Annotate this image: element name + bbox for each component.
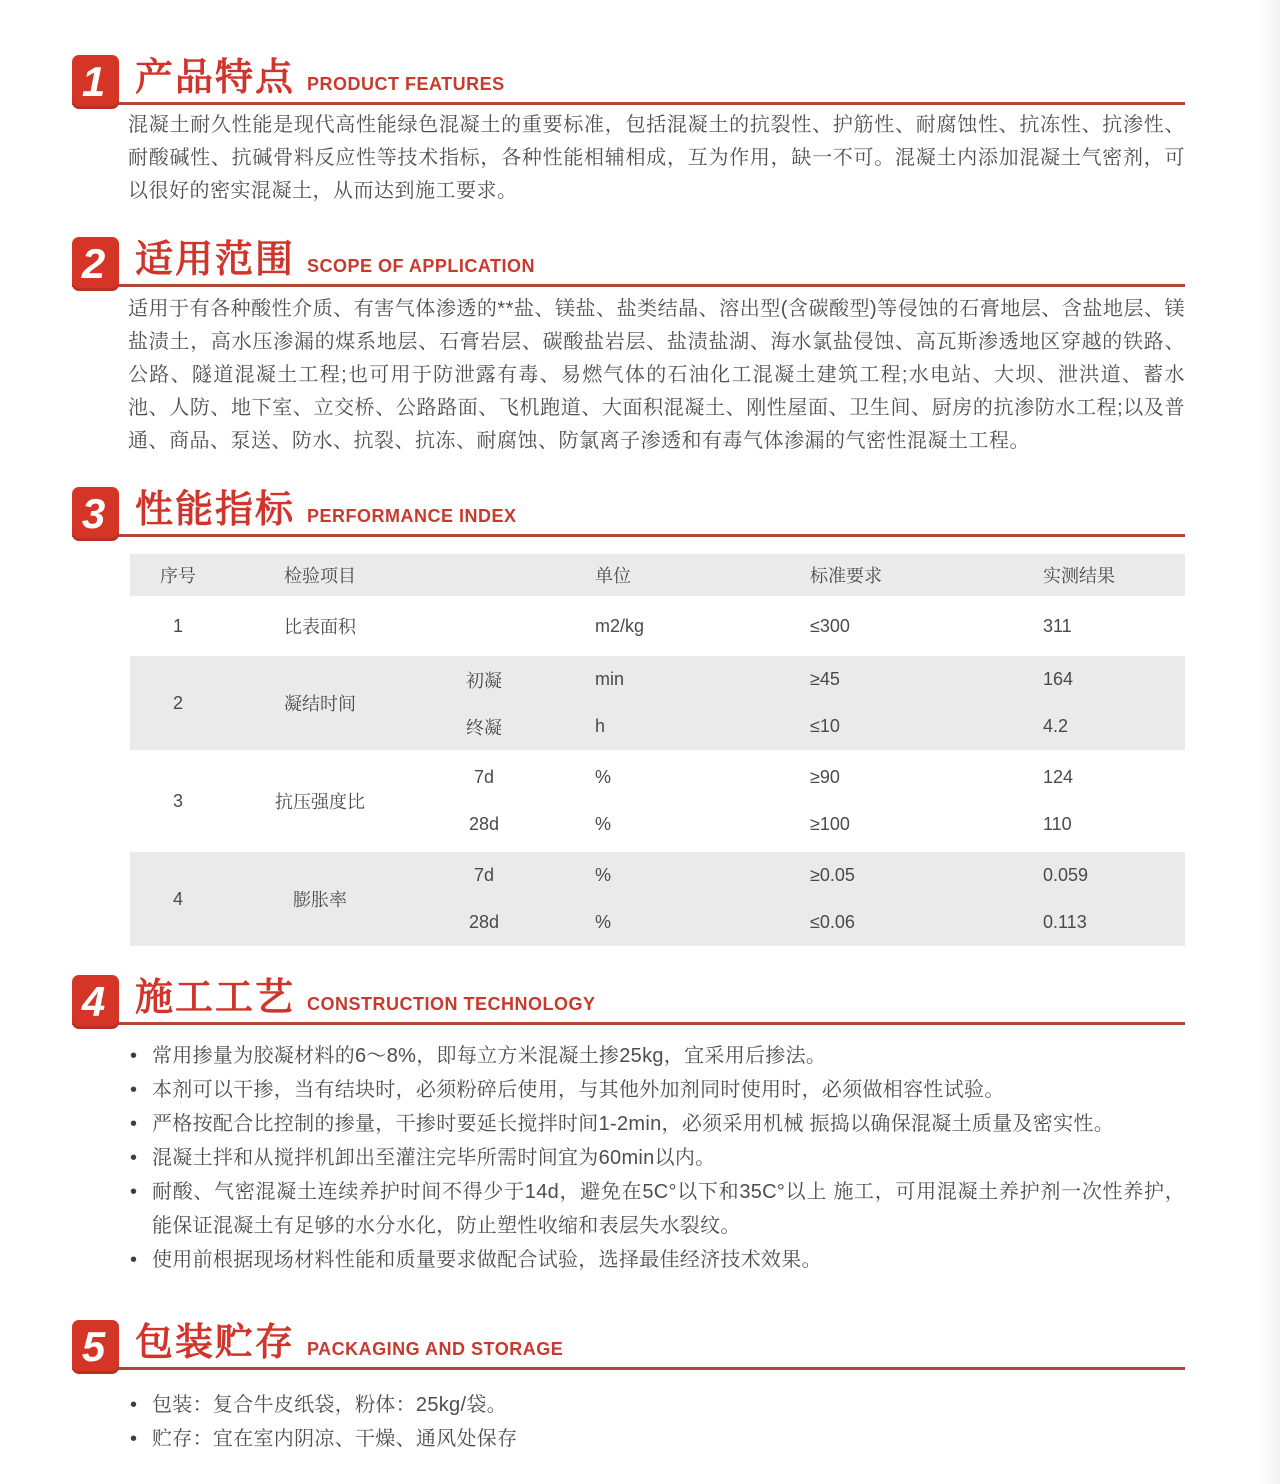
section-2-title: 适用范围 (135, 239, 296, 281)
subrows (414, 600, 1185, 652)
cell-item: 抗压强度比 (275, 792, 365, 812)
section-2-titles (135, 241, 535, 284)
construction-step (128, 1141, 1185, 1175)
cell-sub: 终凝 (466, 717, 502, 738)
packaging-list (128, 1388, 1185, 1456)
cell-result: 164 (1043, 669, 1074, 689)
construction-step (128, 1039, 1185, 1073)
bullet-icon: • (130, 1147, 138, 1169)
header-sub-spacer (414, 554, 554, 596)
cell-sub: 7d (473, 865, 495, 885)
packaging-item-text: 贮存：宜在室内阴凉、干燥、通风处保存 (152, 1428, 518, 1450)
section-5-title: 包装贮存 (135, 1322, 296, 1364)
cell-no: 1 (172, 615, 183, 636)
cell-unit: % (595, 767, 612, 787)
table-row (414, 703, 1185, 750)
bullet-icon: • (130, 1249, 138, 1271)
cell-no: 2 (172, 692, 183, 713)
construction-step-text: 使用前根据现场材料性能和质量要求做配合试验，选择最佳经济技术效果。 (152, 1249, 822, 1271)
section-1-number-badge (72, 55, 119, 109)
cell-result: 4.2 (1043, 716, 1069, 736)
section-1-titles (135, 59, 505, 102)
section-1-number: 1 (81, 58, 106, 105)
cell-standard: ≤10 (810, 716, 840, 736)
construction-step (128, 1107, 1185, 1141)
section-performance-index (72, 480, 1185, 946)
construction-step-text: 常用掺量为胶凝材料的6～8%，即每立方米混凝土掺25kg，宜采用后掺法。 (152, 1045, 827, 1067)
cell-standard: ≥45 (810, 669, 840, 689)
scope-paragraph: 适用于有各种酸性介质、有害气体渗透的**盐、镁盐、盐类结晶、溶出型(含碳酸型)等侵蚀的石膏地层、含盐地层、镁盐渍土，高水压渗漏的煤系地层、石膏岩层、碳酸盐岩层、盐渍盐湖、海水氯盐侵蚀、高瓦斯渗透地区穿越的铁路、公路、隧道混凝土工程;也可用于防泄露有毒、易燃气体的石油化工混凝土建筑工程;水电站、大坝、泄洪道、蓄水池、人防、地下室、立交桥、公路路面、飞机跑道、大面积混凝土、刚性屋面、卫生间、厨房的抗渗防水工程;以及普通、商品、泵送、防水、抗裂、抗冻、耐腐蚀、防氯离子渗透和有毒气体渗漏的气密性混凝土工程。 (128, 298, 1185, 452)
cell-standard: ≤0.06 (810, 912, 855, 932)
section-4-number: 4 (81, 978, 106, 1025)
packaging-item (128, 1422, 1185, 1456)
section-3-title: 性能指标 (135, 489, 296, 531)
section-4-title: 施工工艺 (135, 977, 296, 1019)
header-result: 实测结果 (1043, 566, 1115, 586)
cell-standard: ≥90 (810, 767, 840, 787)
table-row-group-3 (130, 754, 1185, 848)
cell-result: 0.113 (1043, 912, 1087, 932)
construction-step (128, 1175, 1185, 1243)
section-4-subtitle-en: CONSTRUCTION TECHNOLOGY (307, 994, 596, 1014)
subrows (414, 852, 1185, 946)
packaging-item-text: 包装：复合牛皮纸袋，粉体：25kg/袋。 (152, 1394, 507, 1416)
section-4-header (72, 968, 1185, 1025)
section-3-titles (135, 491, 517, 534)
performance-table (130, 554, 1185, 946)
section-3-number-badge (72, 487, 119, 541)
section-5-header (72, 1313, 1185, 1370)
table-row (414, 754, 1185, 801)
header-no: 序号 (160, 566, 196, 586)
cell-unit: % (595, 912, 612, 932)
cell-unit: min (595, 669, 625, 689)
cell-sub: 初凝 (466, 670, 502, 691)
section-3-header (72, 480, 1185, 537)
bullet-icon: • (130, 1045, 138, 1067)
table-header-row (130, 554, 1185, 596)
table-row (414, 656, 1185, 703)
section-4-number-badge (72, 975, 119, 1029)
subrows (414, 656, 1185, 750)
section-3-subtitle-en: PERFORMANCE INDEX (307, 506, 517, 526)
section-5-number: 5 (81, 1323, 106, 1370)
bullet-icon: • (130, 1394, 138, 1416)
section-5-subtitle-en: PACKAGING AND STORAGE (307, 1339, 564, 1359)
section-2-header (72, 230, 1185, 287)
cell-sub: 28d (468, 814, 500, 834)
bullet-icon: • (130, 1428, 138, 1450)
cell-result: 311 (1043, 615, 1072, 636)
section-construction-technology (72, 968, 1185, 1277)
cell-standard: ≤300 (810, 615, 850, 636)
section-2-subtitle-en: SCOPE OF APPLICATION (307, 256, 536, 276)
cell-unit: h (595, 716, 606, 736)
cell-standard: ≥0.05 (810, 865, 855, 885)
cell-sub (414, 600, 554, 652)
construction-steps-list (128, 1039, 1185, 1277)
section-2-number-badge (72, 237, 119, 291)
cell-result: 110 (1043, 814, 1072, 834)
cell-item: 比表面积 (284, 617, 356, 637)
cell-result: 0.059 (1043, 865, 1089, 885)
cell-item: 凝结时间 (284, 694, 356, 714)
table-row (414, 899, 1185, 946)
cell-item: 膨胀率 (293, 890, 347, 910)
bullet-icon: • (130, 1113, 138, 1135)
section-2-number: 2 (81, 240, 106, 287)
section-5-number-badge (72, 1320, 119, 1374)
subrows (414, 754, 1185, 848)
cell-unit: % (595, 865, 612, 885)
construction-step (128, 1243, 1185, 1277)
table-row (414, 801, 1185, 848)
table-row-group-2 (130, 656, 1185, 750)
section-1-subtitle-en: PRODUCT FEATURES (307, 74, 505, 94)
construction-step-text: 耐酸、气密混凝土连续养护时间不得少于14d，避免在5C°以下和35C°以上 施工，可用混凝土养护剂一次性养护，能保证混凝土有足够的水分水化，防止塑性收缩和表层失水裂纹。 (152, 1181, 1185, 1237)
section-product-features (72, 48, 1185, 208)
section-packaging-storage (72, 1313, 1185, 1456)
cell-standard: ≥100 (810, 814, 850, 834)
cell-result: 124 (1043, 767, 1074, 787)
cell-sub: 7d (473, 767, 495, 787)
construction-step (128, 1073, 1185, 1107)
construction-step-text: 混凝土拌和从搅拌机卸出至灌注完毕所需时间宜为60min以内。 (152, 1147, 716, 1169)
bullet-icon: • (130, 1181, 138, 1203)
construction-step-text: 本剂可以干掺，当有结块时，必须粉碎后使用，与其他外加剂同时使用时，必须做相容性试验。 (152, 1079, 1005, 1101)
table-row-group-4 (130, 852, 1185, 946)
product-features-paragraph: 混凝土耐久性能是现代高性能绿色混凝土的重要标准，包括混凝土的抗裂性、护筋性、耐腐蚀性、抗冻性、抗渗性、耐酸碱性、抗碱骨料反应性等技术指标，各种性能相辅相成，互为作用，缺一不可。混凝土内添加混凝土气密剂，可以很好的密实混凝土，从而达到施工要求。 (128, 114, 1185, 202)
section-3-number: 3 (81, 490, 106, 537)
bullet-icon: • (130, 1079, 138, 1101)
section-5-titles (135, 1324, 563, 1367)
section-4-titles (135, 979, 596, 1022)
cell-unit: m2/kg (595, 615, 645, 636)
cell-no: 3 (172, 790, 183, 811)
header-unit: 单位 (595, 566, 631, 586)
header-standard: 标准要求 (810, 566, 882, 586)
packaging-item (128, 1388, 1185, 1422)
section-scope-of-application (72, 230, 1185, 458)
section-1-title: 产品特点 (135, 57, 296, 99)
table-row (414, 600, 1185, 652)
cell-sub: 28d (468, 912, 500, 932)
header-item: 检验项目 (284, 566, 356, 586)
table-row-group-1 (130, 600, 1185, 652)
section-1-header (72, 48, 1185, 105)
cell-no: 4 (172, 888, 183, 909)
cell-unit: % (595, 814, 612, 834)
construction-step-text: 严格按配合比控制的掺量，干掺时要延长搅拌时间1-2min，必须采用机械 振捣以确保混凝土质量及密实性。 (152, 1113, 1114, 1135)
table-row (414, 852, 1185, 899)
